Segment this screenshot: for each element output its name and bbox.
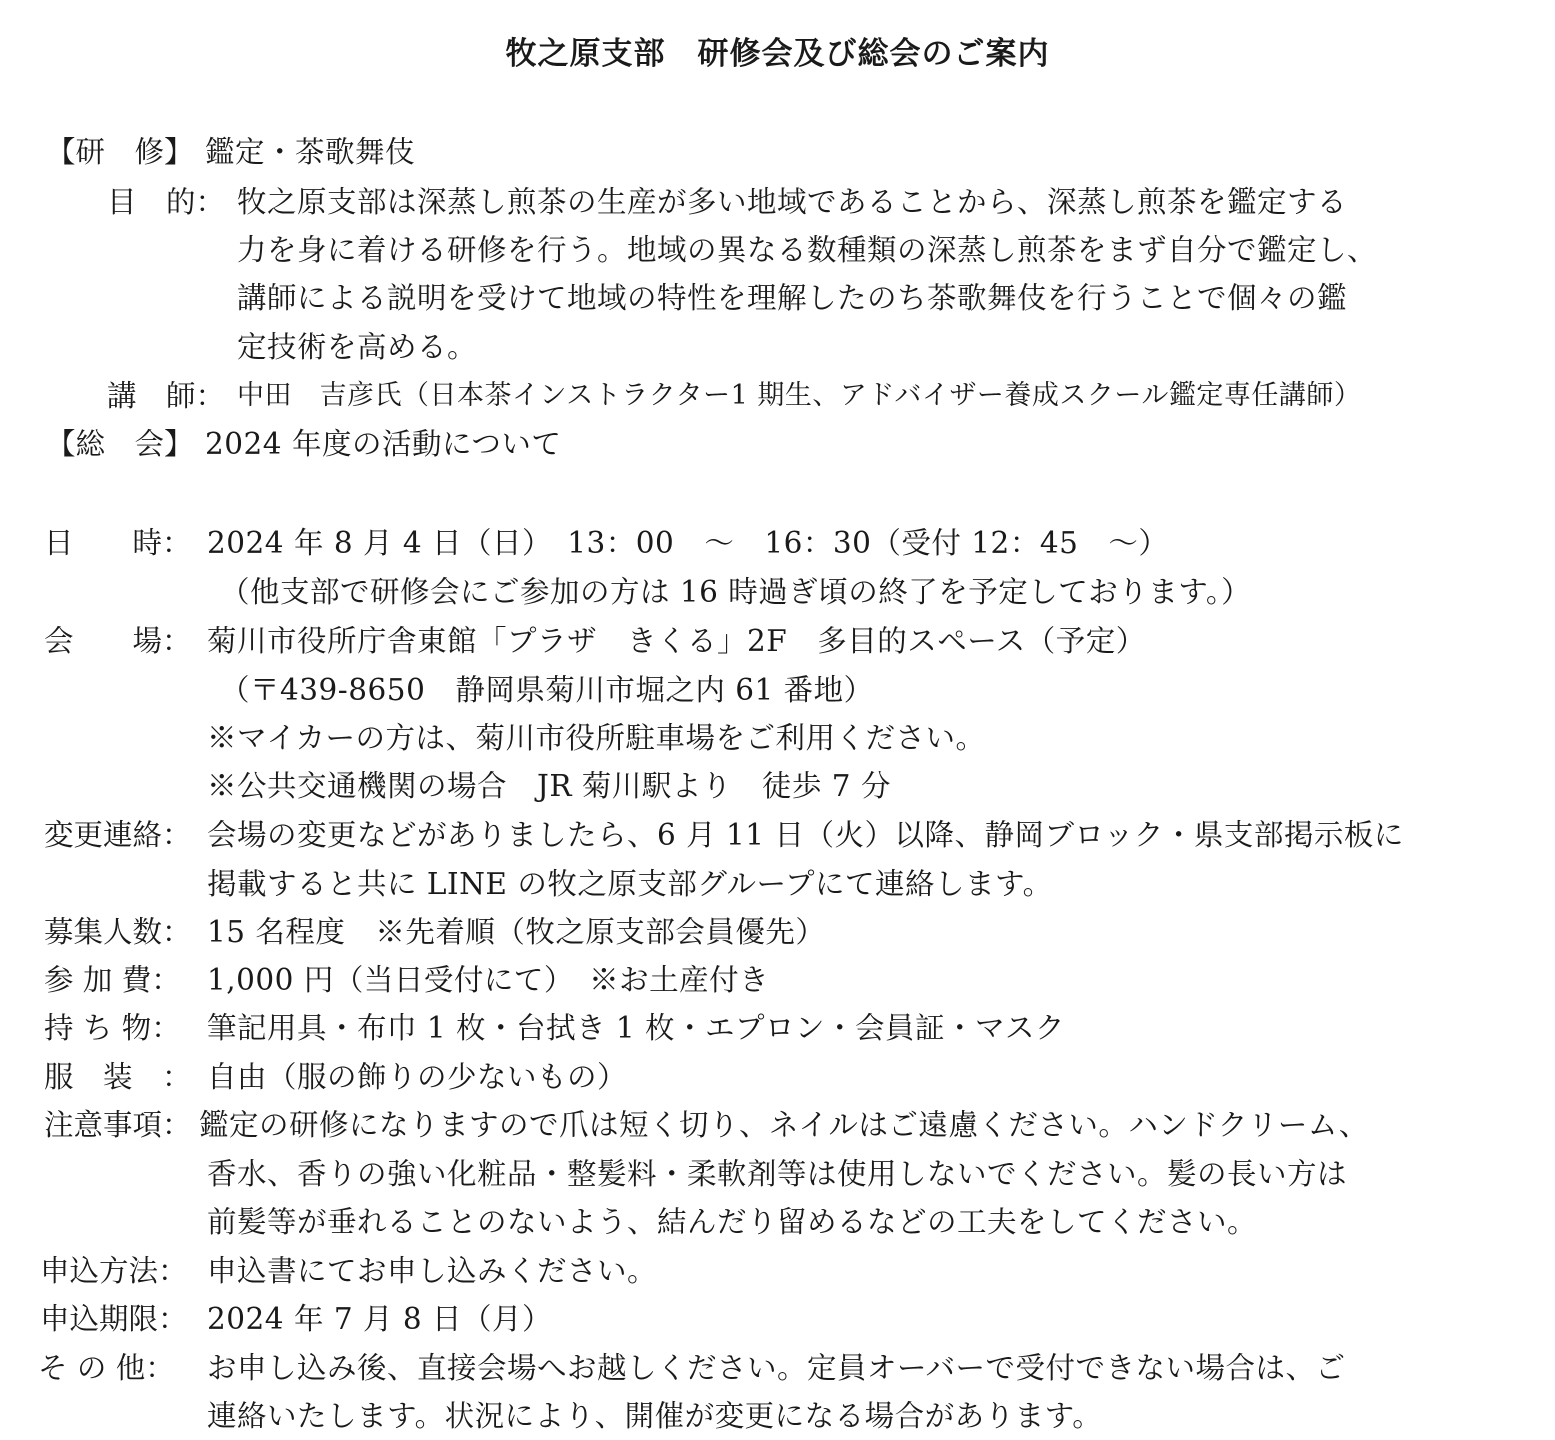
chui-line: 香水、香りの強い化粧品・整髪料・柔軟剤等は使用しないでください。髪の長い方は (207, 1157, 1348, 1191)
koshi-label: 講 師： (107, 379, 226, 413)
mokuteki-label: 目 的： (107, 185, 226, 219)
sanka-value: 1,000 円（当日受付にて） ※お土産付き (207, 963, 770, 997)
sokai-label: 【総 会】 (46, 427, 194, 461)
mokuteki-line: 力を身に着ける研修を行う。地域の異なる数種類の深蒸し煎茶をまず自分で鑑定し、 (237, 233, 1378, 267)
mochimono-label: 持 ち 物： (44, 1011, 181, 1045)
sonota-label: そ の 他： (38, 1351, 175, 1385)
mokuteki-line: 定技術を高める。 (237, 330, 478, 364)
nichiji-line: 2024 年 8 月 4 日（日） 13：00 ～ 16：30（受付 12：45 ～） (207, 526, 1169, 560)
kenshu-label: 【研 修】 (46, 135, 194, 169)
kaijo-line: 菊川市役所庁舎東館「プラザ きくる」2F 多目的スペース（予定） (207, 624, 1146, 658)
sanka-label: 参 加 費： (44, 963, 181, 997)
page-title: 牧之原支部 研修会及び総会のご案内 (505, 36, 1050, 72)
sokai-value: 2024 年度の活動について (205, 427, 562, 461)
moushikomi-houhou-label: 申込方法： (40, 1254, 188, 1288)
mochimono-value: 筆記用具・布巾 1 枚・台拭き 1 枚・エプロン・会員証・マスク (207, 1011, 1066, 1045)
henko-line: 掲載すると共に LINE の牧之原支部グループにて連絡します。 (207, 867, 1053, 901)
moushikomi-houhou-value: 申込書にてお申し込みください。 (207, 1254, 658, 1288)
kenshu-value: 鑑定・茶歌舞伎 (205, 135, 416, 169)
koshi-value: 中田 吉彦氏（日本茶インストラクター1 期生、アドバイザー養成スクール鑑定専任講師） (237, 380, 1362, 411)
chui-label: 注意事項： (44, 1108, 192, 1142)
nichiji-label: 日 時： (44, 526, 192, 560)
boshu-value: 15 名程度 ※先着順（牧之原支部会員優先） (207, 915, 826, 949)
fukuso-label: 服 装 ： (44, 1060, 192, 1094)
chui-line: 前髪等が垂れることのないよう、結んだり留めるなどの工夫をしてください。 (207, 1205, 1258, 1239)
mokuteki-line: 牧之原支部は深蒸し煎茶の生産が多い地域であることから、深蒸し煎茶を鑑定する (237, 185, 1348, 219)
kaijo-label: 会 場： (44, 624, 192, 658)
nichiji-line: （他支部で研修会にご参加の方は 16 時過ぎ頃の終了を予定しております。） (220, 575, 1252, 609)
moushikomi-kigen-label: 申込期限： (40, 1302, 188, 1336)
fukuso-value: 自由（服の飾りの少ないもの） (207, 1060, 628, 1094)
mokuteki-line: 講師による説明を受けて地域の特性を理解したのち茶歌舞伎を行うことで個々の鑑 (237, 281, 1348, 315)
kaijo-line: （〒439-8650 静岡県菊川市堀之内 61 番地） (220, 673, 874, 707)
henko-line: 会場の変更などがありましたら、6 月 11 日（火）以降、静岡ブロック・県支部掲示板に (207, 818, 1404, 852)
moushikomi-kigen-value: 2024 年 7 月 8 日（月） (207, 1302, 552, 1336)
kaijo-line: ※公共交通機関の場合 JR 菊川駅より 徒歩 7 分 (207, 769, 891, 803)
chui-line: 鑑定の研修になりますので爪は短く切り、ネイルはご遠慮ください。ハンドクリーム、 (199, 1108, 1369, 1142)
henko-label: 変更連絡： (44, 818, 192, 852)
boshu-label: 募集人数： (44, 915, 192, 949)
kaijo-line: ※マイカーの方は、菊川市役所駐車場をご利用ください。 (207, 721, 986, 755)
sonota-line: お申し込み後、直接会場へお越しください。定員オーバーで受付できない場合は、ご (207, 1351, 1346, 1385)
sonota-line: 連絡いたします。状況により、開催が変更になる場合があります。 (207, 1399, 1103, 1433)
